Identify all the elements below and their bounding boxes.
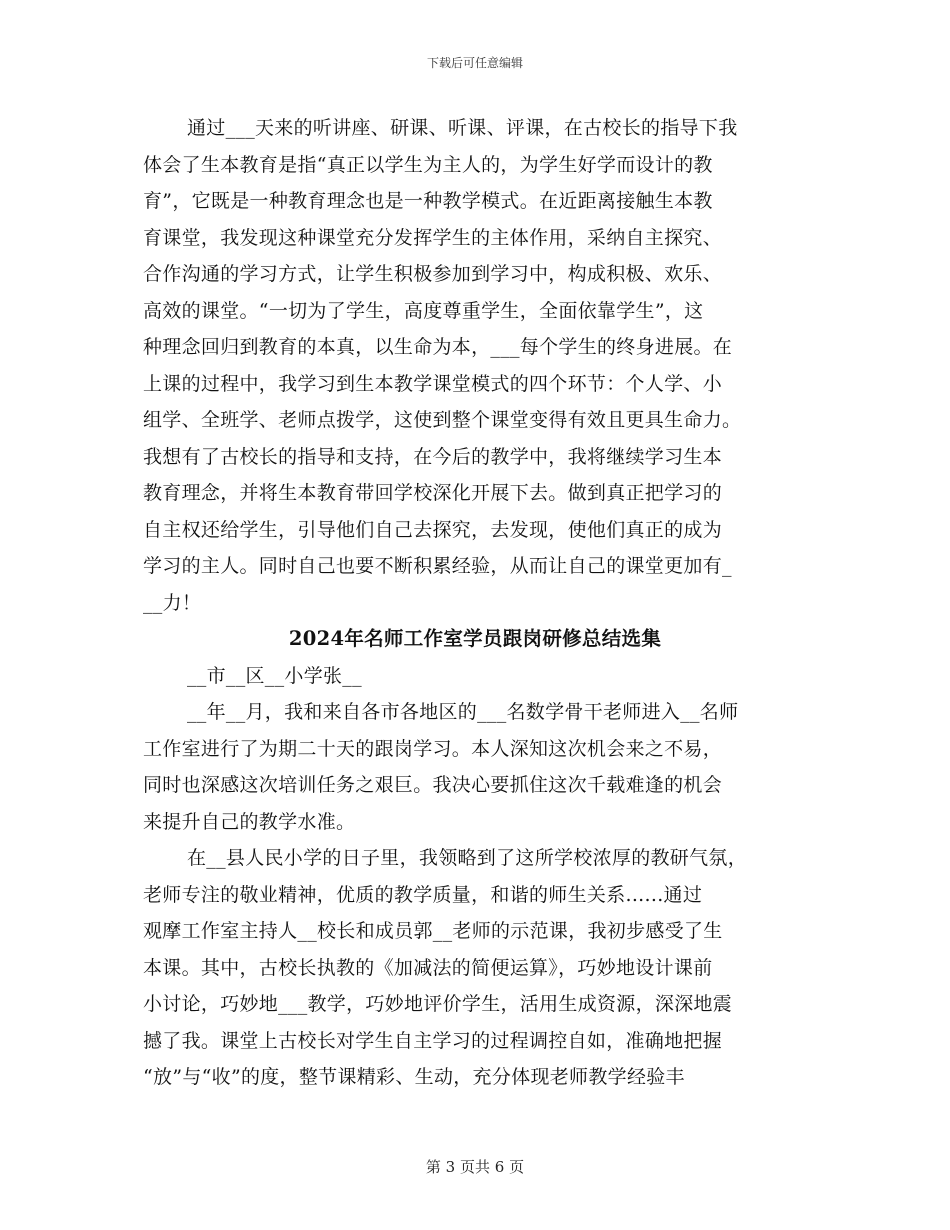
document-body: [143, 110, 807, 1096]
paragraph-line: 高效的课堂。“一切为了学生，高度尊重学生，全面依靠学生”，这: [143, 299, 704, 322]
paragraph-line: “放”与“收”的度，整节课精彩、生动，充分体现老师教学经验丰: [143, 1066, 685, 1088]
paragraph-line: 撼了我。课堂上古校长对学生自主学习的过程调控自如，准确地把握: [143, 1029, 723, 1052]
paragraph-line: 上课的过程中，我学习到生本教学课堂模式的四个环节：个人学、小: [143, 372, 723, 395]
paragraph-line: 在__县人民小学的日子里，我领略到了这所学校浓厚的教研气氛，: [187, 847, 748, 869]
paragraph-line: __年__月，我和来自各市各地区的___名数学骨干老师进入__名师: [187, 701, 739, 723]
paragraph-line: __力！: [143, 591, 202, 614]
paragraph-line: 体会了生本教育是指“真正以学生为主人的，为学生好学而设计的教: [143, 153, 713, 176]
paragraph-line: 教育理念，并将生本教育带回学校深化开展下去。做到真正把学习的: [143, 482, 723, 504]
paragraph-line: 观摩工作室主持人__校长和成员郭__老师的示范课，我初步感受了生: [143, 920, 723, 942]
paragraph-line: 种理念回归到教育的本真，以生命为本，___每个学生的终身进展。在: [143, 336, 733, 358]
section-title: 2024年名师工作室学员跟岗研修总结选集: [288, 627, 662, 650]
paragraph-line: 通过___天来的听讲座、研课、听课、评课，在古校长的指导下我: [187, 117, 738, 139]
paragraph-line: 组学、全班学、老师点拨学，这使到整个课堂变得有效且更具生命力。: [143, 409, 742, 431]
paragraph-line: 工作室进行了为期二十天的跟岗学习。本人深知这次机会来之不易，: [143, 737, 723, 760]
paragraph-line: 同时也深感这次培训任务之艰巨。我决心要抓住这次千载难逢的机会: [143, 774, 723, 796]
paragraph-line: 育课堂，我发现这种课堂充分发挥学生的主体作用，采纳自主探究、: [143, 226, 723, 249]
header-note: 下载后可任意编辑: [426, 56, 523, 70]
paragraph-line: 育”，它既是一种教育理念也是一种教学模式。在近距离接触生本教: [143, 190, 713, 212]
author-line: __市__区__小学张__: [187, 664, 362, 687]
paragraph-line: 我想有了古校长的指导和支持，在今后的教学中，我将继续学习生本: [143, 445, 723, 468]
paragraph-line: 自主权还给学生，引导他们自己去探究，去发现，使他们真正的成为: [143, 518, 723, 541]
paragraph-line: 合作沟通的学习方式，让学生积极参加到学习中，构成积极、欢乐、: [143, 263, 723, 285]
paragraph-line: 本课。其中，古校长执教的《加减法的简便运算》，巧妙地设计课前: [143, 956, 713, 979]
paragraph-line: 来提升自己的教学水准。: [143, 810, 356, 833]
paragraph-line: 小讨论，巧妙地___教学，巧妙地评价学生，活用生成资源，深深地震: [143, 993, 733, 1015]
paragraph-line: 学习的主人。同时自己也要不断积累经验，从而让自己的课堂更加有_: [143, 555, 732, 577]
paragraph-line: 老师专注的敬业精神，优质的教学质量，和谐的师生关系......通过: [143, 883, 703, 906]
page-number: 第 3 页共 6 页: [425, 1158, 525, 1176]
